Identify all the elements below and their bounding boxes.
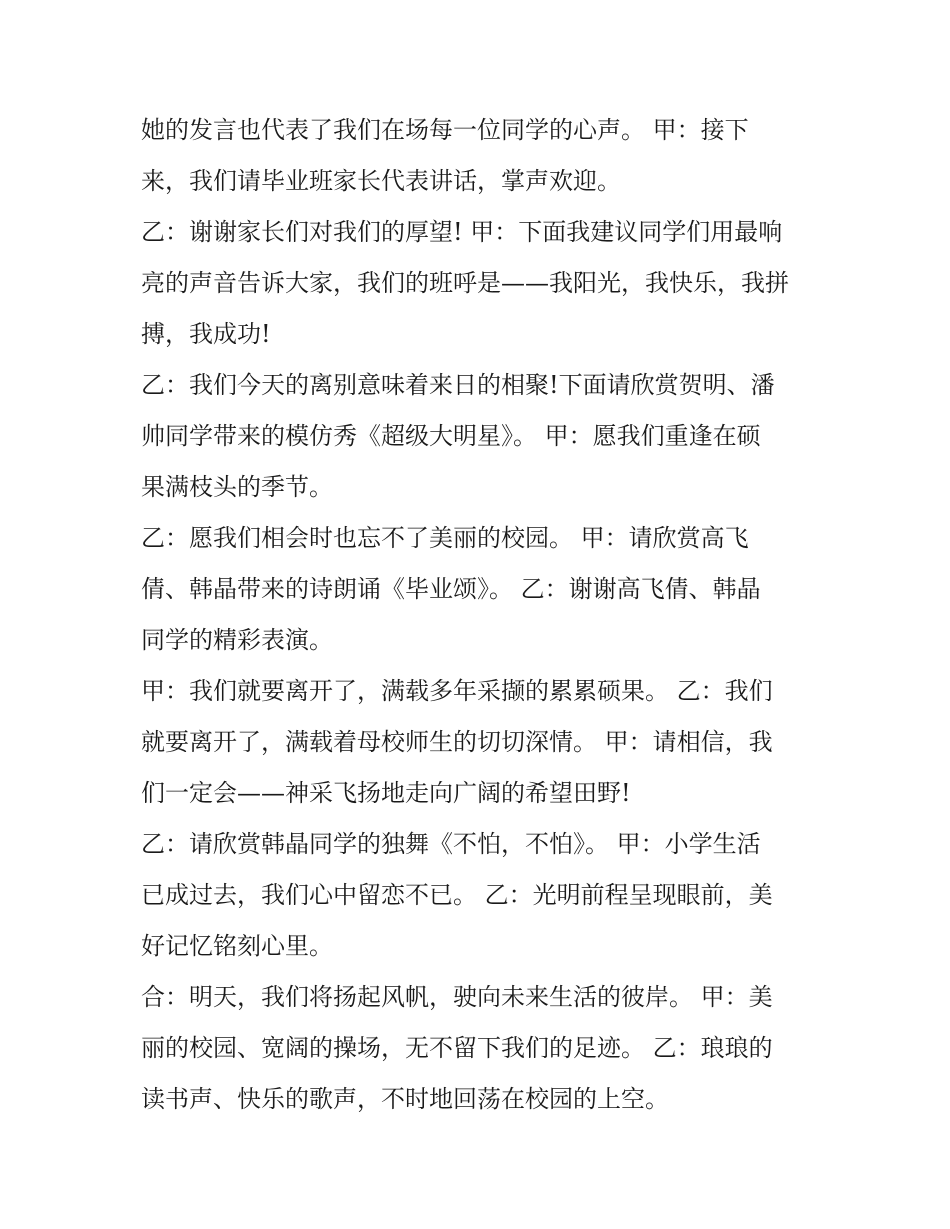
text-line-13: 就要离开了，满载着母校师生的切切深情。 甲：请相信，我: [141, 728, 773, 756]
text-line-7: 帅同学带来的模仿秀《超级大明星》。 甲：愿我们重逢在硕: [141, 422, 761, 450]
text-line-12: 甲：我们就要离开了，满载多年采撷的累累硕果。 乙：我们: [141, 677, 773, 705]
text-line-9: 乙：愿我们相会时也忘不了美丽的校园。 甲：请欣赏高飞: [141, 524, 749, 552]
text-line-3: 乙：谢谢家长们对我们的厚望! 甲：下面我建议同学们用最响: [141, 218, 783, 246]
text-line-2: 来，我们请毕业班家长代表讲话，掌声欢迎。: [141, 167, 621, 195]
document-body: [141, 105, 831, 1125]
text-line-16: 已成过去，我们心中留恋不已。 乙：光明前程呈现眼前，美: [141, 881, 773, 909]
text-line-4: 亮的声音告诉大家，我们的班呼是——我阳光，我快乐，我拼: [141, 269, 789, 297]
text-line-14: 们一定会——神采飞扬地走向广阔的希望田野!: [141, 779, 631, 807]
text-line-17: 好记忆铭刻心里。: [141, 932, 333, 960]
text-line-10: 倩、韩晶带来的诗朗诵《毕业颂》。 乙：谢谢高飞倩、韩晶: [141, 575, 761, 603]
text-line-15: 乙：请欣赏韩晶同学的独舞《不怕，不怕》。 甲：小学生活: [141, 830, 761, 858]
text-line-18: 合：明天，我们将扬起风帆，驶向未来生活的彼岸。 甲：美: [141, 983, 773, 1011]
text-line-8: 果满枝头的季节。: [141, 473, 333, 501]
text-line-1: 她的发言也代表了我们在场每一位同学的心声。 甲：接下: [141, 116, 749, 144]
text-line-5: 搏，我成功!: [141, 320, 271, 348]
text-line-19: 丽的校园、宽阔的操场，无不留下我们的足迹。 乙：琅琅的: [141, 1034, 773, 1062]
text-line-6: 乙：我们今天的离别意味着来日的相聚!下面请欣赏贺明、潘: [141, 371, 775, 399]
text-line-11: 同学的精彩表演。: [141, 626, 333, 654]
text-line-20: 读书声、快乐的歌声，不时地回荡在校园的上空。: [141, 1085, 669, 1113]
